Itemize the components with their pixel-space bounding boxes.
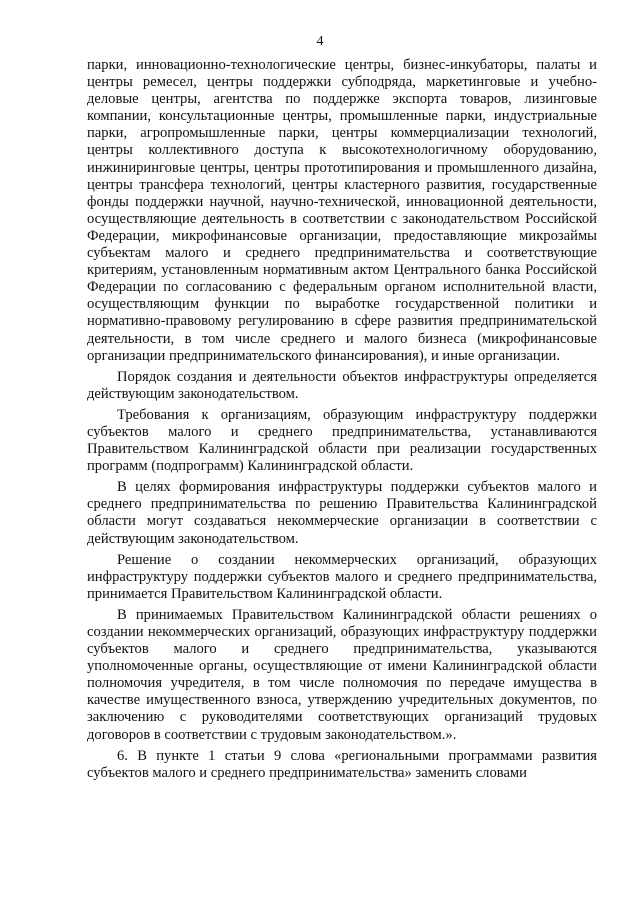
paragraph-requirements: Требования к организациям, образующим инфраструктуру поддержки субъектов малого и среднего предпринимательства, устанавливаются Правительством Калининградской области при реализации государственных программ (подпрограмм) Калининградской области. <box>87 406 597 475</box>
paragraph-infrastructure-list: парки, инновационно-технологические центры, бизнес-инкубаторы, палаты и центры ремесел, центры поддержки субподряда, маркетинговые и учебно-деловые центры, агентства по поддержке экспорта товаров, лизинговые компании, консультационные центры, промышленные парки, индустриальные парки, агропромышленные парки, центры коммерциализации технологий, центры коллективного доступа к высокотехнологичному оборудованию, инжиниринговые центры, центры прототипирования и промышленного дизайна, центры трансфера технологий, центры кластерного развития, государственные фонды поддержки научной, научно-технической, инновационной деятельности, осуществляющие деятельность в соответствии с законодательством Российской Федерации, микрофинансовые организации, предоставляющие микрозаймы субъектам малого и среднего предпринимательства и соответствующие критериям, установленным нормативным актом Центрального банка Российской Федерации по согласованию с федеральным органом исполнительной власти, осуществляющим функции по выработке государственной политики и нормативно-правовому регулированию в сфере развития предпринимательской деятельности, в том числе среднего и малого бизнеса (микрофинансовые организации предпринимательского финансирования), и иные организации. <box>87 57 597 364</box>
paragraph-item-6: 6. В пункте 1 статьи 9 слова «региональными программами развития субъектов малого и среднего предпринимательства» заменить словами <box>87 747 597 781</box>
paragraph-procedure: Порядок создания и деятельности объектов инфраструктуры определяется действующим законодательством. <box>87 368 597 402</box>
page-number: 4 <box>316 34 324 49</box>
paragraph-authorized-bodies: В принимаемых Правительством Калининградской области решениях о создании некоммерческих организаций, образующих инфраструктуру поддержки субъектов малого и среднего предпринимательства, указываются уполномоченные органы, осуществляющие от имени Калининградской области полномочия учредителя, в том числе полномочия по передаче имущества в качестве имущественного взноса, утверждению учредительных документов, по заключению с руководителями соответствующих организаций трудовых договоров в соответствии с трудовым законодательством.». <box>87 606 597 743</box>
paragraph-nonprofit-creation: В целях формирования инфраструктуры поддержки субъектов малого и среднего предпринимательства по решению Правительства Калининградской области могут создаваться некоммерческие организации в соответствии с действующим законодательством. <box>87 479 597 547</box>
document-body <box>87 57 597 786</box>
paragraph-decision: Решение о создании некоммерческих организаций, образующих инфраструктуру поддержки субъектов малого и среднего предпринимательства, принимается Правительством Калининградской области. <box>87 551 597 602</box>
